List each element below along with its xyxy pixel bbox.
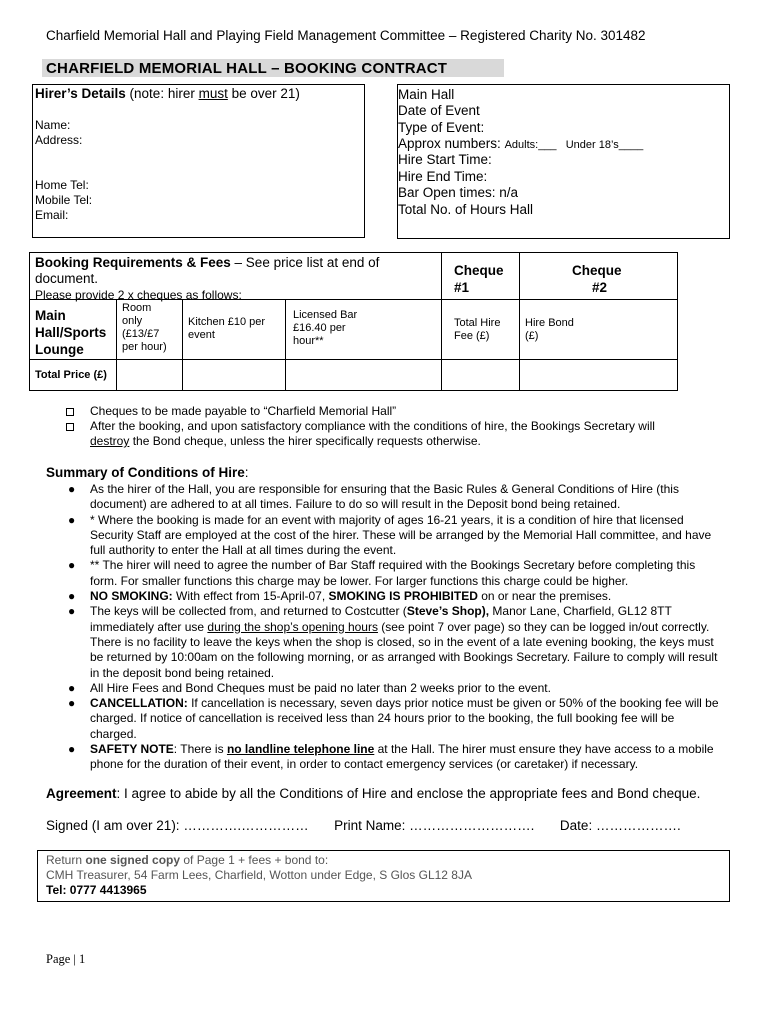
total-hours-field[interactable]: Total No. of Hours Hall (398, 202, 534, 217)
approx-numbers-field[interactable]: Approx numbers: Adults:___ Under 18’s____ (398, 136, 644, 151)
condition-item: ● * Where the booking is made for an event with majority of ages 16-21 years, it is a condition of hire that licensed Security Staff are employed at the cost of the hirer. These will be arranged by the Memorial Hall committee, and have full authority to enter the Hall at all times during the event. (68, 512, 712, 558)
bullet-icon: ● (68, 589, 76, 604)
bar-line-1: Licensed Bar (293, 309, 358, 321)
row-label-hall-sports: Hall/Sports (35, 325, 107, 340)
room-only-cell (116, 299, 183, 360)
total-hire-bond-field[interactable] (519, 359, 678, 391)
total-price-label: Total Price (£) (35, 369, 107, 381)
document-title: CHARFIELD MEMORIAL HALL – BOOKING CONTRACT (42, 59, 504, 77)
return-address-box (37, 850, 730, 902)
document-header: Charfield Memorial Hall and Playing Field Management Committee – Registered Charity No. 301482 (46, 28, 646, 43)
hire-bond-line-2: (£) (525, 330, 539, 342)
cheque-1-label: Cheque (454, 263, 504, 278)
cheques-note: Please provide 2 x cheques as follows: (35, 288, 242, 302)
agreement-text: Agreement: I agree to abide by all the Conditions of Hire and enclose the appropriate fees and Bond cheque. (46, 786, 701, 801)
bar-line-3: hour** (293, 335, 324, 347)
return-tel: Tel: 0777 4413965 (46, 883, 147, 897)
hire-bond-cell (519, 299, 678, 360)
room-line-2: only (122, 315, 143, 327)
type-of-event-field[interactable]: Type of Event: (398, 120, 485, 135)
cheque-2-label: Cheque (572, 263, 622, 278)
condition-item: ● All Hire Fees and Bond Cheques must be paid no later than 2 weeks prior to the event. (68, 680, 551, 695)
mobile-tel-field[interactable]: Mobile Tel: (35, 193, 93, 207)
date-of-event-field[interactable]: Date of Event (398, 103, 480, 118)
bar-open-times-field[interactable]: Bar Open times: n/a (398, 185, 519, 200)
page-number: Page | 1 (46, 952, 86, 966)
hire-bond-line-1: Hire Bond (525, 317, 574, 329)
total-bar-field[interactable] (285, 359, 442, 391)
address-field[interactable]: Address: (35, 133, 83, 147)
cheque-2-header (519, 252, 678, 300)
bullet-icon: ● (68, 482, 76, 496)
bullet-icon: ● (68, 742, 76, 757)
hirer-details-heading: Hirer’s Details (note: hirer must be over 21) (35, 86, 300, 101)
signature-line (46, 818, 681, 833)
room-line-1: Room (122, 302, 152, 314)
home-tel-field[interactable]: Home Tel: (35, 178, 89, 192)
room-line-4: per hour) (122, 341, 167, 353)
condition-item: ● ** The hirer will need to agree the number of Bar Staff required with the Bookings Secretary before completing this form. For smaller functions this charge may be lower. For larger functions this charge could be higher. (68, 558, 696, 588)
bullet-icon: ● (68, 558, 76, 573)
fees-heading: Booking Requirements & Fees – See price list at end of (35, 255, 380, 270)
fees-table (29, 252, 678, 391)
row-label-main: Main (35, 308, 66, 323)
conditions-list (64, 482, 724, 773)
licensed-bar-cell (285, 299, 442, 360)
cheque-1-header (441, 252, 520, 300)
condition-item: ● As the hirer of the Hall, you are responsible for ensuring that the Basic Rules & General Conditions of Hire (this document) are adhered to at all times. Failure to do so will result in the Deposit bond being retained. (68, 482, 679, 512)
total-hire-fee-field[interactable] (441, 359, 520, 391)
cheque-note-item: Cheques to be made payable to “Charfield Memorial Hall” (60, 404, 700, 419)
bullet-icon: ● (68, 512, 76, 527)
bullet-icon: ● (68, 680, 76, 695)
kitchen-cell (182, 299, 286, 360)
total-hire-fee-cell (441, 299, 520, 360)
main-hall-label-cell (29, 299, 117, 360)
email-field[interactable]: Email: (35, 208, 69, 222)
total-hire-line-1: Total Hire (454, 317, 501, 329)
return-address: CMH Treasurer, 54 Farm Lees, Charfield, Wotton under Edge, S Glos GL12 8JA (46, 868, 472, 882)
total-price-cell (29, 359, 117, 391)
bullet-icon: ● (68, 696, 76, 711)
condition-item: ● CANCELLATION: If cancellation is necessary, seven days prior notice must be given or 50% of the booking fee will be charged. If notice of cancellation is received less than 24 hours prior to the booking, the full booking fee will be charged. (68, 696, 719, 741)
signed-field[interactable]: Signed (I am over 21): ………….…………… (46, 818, 309, 833)
room-line-3: (£13/£7 (122, 328, 160, 340)
date-field[interactable]: Date: ………………. (559, 818, 681, 833)
kitchen-line-2: event (188, 329, 215, 341)
cheque-notes-list (60, 404, 700, 449)
fees-heading-line2: document. (35, 271, 99, 286)
total-hire-line-2: Fee (£) (454, 330, 490, 342)
event-details-box (397, 84, 730, 239)
summary-heading: Summary of Conditions of Hire: (46, 465, 249, 480)
total-room-field[interactable] (116, 359, 183, 391)
cheque-1-number: #1 (454, 280, 470, 295)
condition-item: ● The keys will be collected from, and returned to Costcutter (Steve’s Shop), Manor Lane, Charfield, GL12 8TT immediately after use during the shop’s opening hours (see point 7 over page) so they can be logged in/out correctly. There is no facility to leave the keys when the shop is closed, so in the event of a late evening booking, the keys must be returned by 10:00am on the following morning, or as arranged with Bookings Secretary. Failure to comply will result in the deposit bond being retained. (68, 604, 718, 680)
return-instruction: Return one signed copy of Page 1 + fees + bond to: (46, 853, 329, 867)
checkbox-bullet-icon (66, 408, 74, 416)
kitchen-line-1: Kitchen £10 per (188, 316, 266, 328)
print-name-field[interactable]: Print Name: ………………………. (334, 818, 535, 833)
cheque-2-number: #2 (592, 280, 608, 295)
cheque-note-item: After the booking, and upon satisfactory compliance with the conditions of hire, the Bookings Secretary will destroy the Bond cheque, unless the hirer specifically requests otherwise. (60, 419, 700, 449)
total-kitchen-field[interactable] (182, 359, 286, 391)
fees-heading-cell (29, 252, 442, 300)
hire-start-time-field[interactable]: Hire Start Time: (398, 152, 492, 167)
bar-line-2: £16.40 per (293, 322, 346, 334)
condition-item: ● NO SMOKING: With effect from 15-April-07, SMOKING IS PROHIBITED on or near the premises. (68, 589, 612, 604)
hire-end-time-field[interactable]: Hire End Time: (398, 169, 488, 184)
main-hall-label: Main Hall (398, 87, 455, 102)
condition-item: ● SAFETY NOTE: There is no landline telephone line at the Hall. The hirer must ensure they have access to a mobile phone for the duration of their event, in order to contact emergency services (or caretaker) if necessary. (68, 742, 714, 772)
row-label-lounge: Lounge (35, 342, 84, 357)
name-field[interactable]: Name: (35, 118, 71, 132)
checkbox-bullet-icon (66, 423, 74, 431)
hirer-details-box (32, 84, 365, 238)
bullet-icon: ● (68, 604, 76, 619)
